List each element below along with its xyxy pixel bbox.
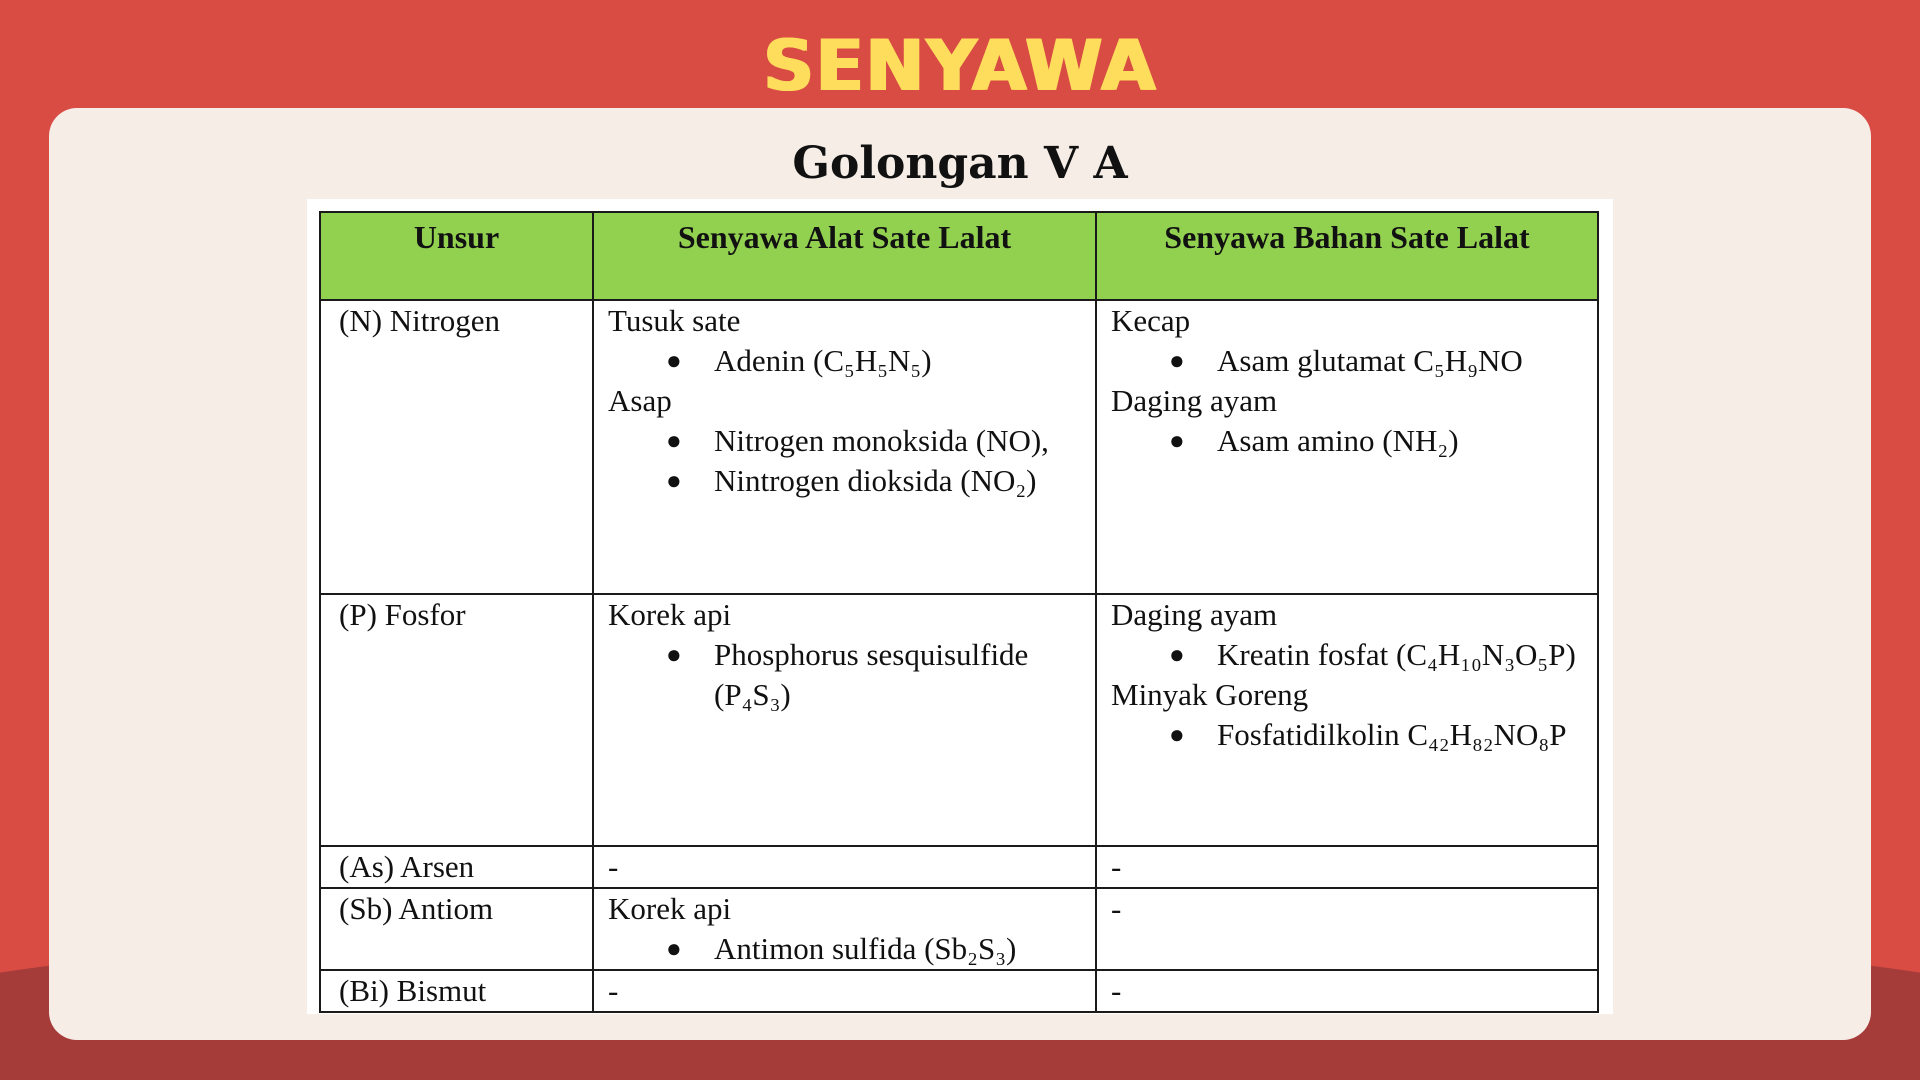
compound-text: Asam glutamat C₅H₉NO	[1217, 343, 1523, 378]
compound-text: Antimon sulfida (Sb₂S₃)	[714, 931, 1017, 966]
compound-list	[608, 635, 1081, 715]
list-item	[666, 421, 1081, 461]
group-label: Korek api	[608, 597, 732, 632]
group-label: Korek api	[608, 891, 732, 926]
table-row	[320, 594, 1598, 846]
header-unsur: Unsur	[320, 212, 593, 300]
bullet-icon: ●	[1169, 346, 1185, 375]
bullet-icon: ●	[666, 934, 682, 963]
table-row	[320, 300, 1598, 594]
compound-list	[608, 421, 1081, 501]
card-subtitle: Golongan V A	[792, 138, 1128, 189]
group-label: Minyak Goreng	[1111, 677, 1309, 712]
group-label: Tusuk sate	[608, 303, 741, 338]
compound-list	[608, 929, 1081, 969]
empty-value: -	[1111, 973, 1122, 1008]
list-item	[1169, 341, 1583, 381]
bahan-cell	[1096, 846, 1598, 888]
alat-cell	[593, 300, 1096, 594]
group-label: Daging ayam	[1111, 383, 1278, 418]
bullet-icon: ●	[1169, 426, 1185, 455]
bahan-cell	[1096, 300, 1598, 594]
empty-value: -	[1111, 891, 1122, 926]
compound-table	[319, 211, 1599, 1013]
bahan-cell	[1096, 970, 1598, 1012]
group-label: Daging ayam	[1111, 597, 1278, 632]
compound-list	[608, 341, 1081, 381]
compound-text: Asam amino (NH₂)	[1217, 423, 1459, 458]
compound-text: Fosfatidilkolin C₄₂H₈₂NO₈P	[1217, 717, 1567, 752]
table-row	[320, 970, 1598, 1012]
list-item	[1169, 635, 1583, 675]
list-item	[1169, 421, 1583, 461]
bullet-icon: ●	[1169, 640, 1185, 669]
unsur-cell: (N) Nitrogen	[320, 300, 593, 594]
alat-cell	[593, 846, 1096, 888]
empty-value: -	[608, 973, 619, 1008]
unsur-cell: (As) Arsen	[320, 846, 593, 888]
bullet-icon: ●	[666, 640, 682, 669]
list-item	[666, 929, 1081, 969]
list-item	[1169, 715, 1583, 755]
page-title: SENYAWA	[762, 25, 1158, 107]
bullet-icon: ●	[666, 466, 682, 495]
compound-text: Nitrogen monoksida (NO),	[714, 423, 1049, 458]
compound-text: Adenin (C₅H₅N₅)	[714, 343, 932, 378]
bullet-icon: ●	[666, 346, 682, 375]
list-item	[666, 461, 1081, 501]
unsur-cell: (P) Fosfor	[320, 594, 593, 846]
group-label: Asap	[608, 383, 672, 418]
compound-text: Nintrogen dioksida (NO₂)	[714, 463, 1037, 498]
table-image	[307, 199, 1613, 1014]
alat-cell	[593, 970, 1096, 1012]
empty-value: -	[1111, 849, 1122, 884]
compound-list	[1111, 421, 1583, 461]
header-bahan: Senyawa Bahan Sate Lalat	[1096, 212, 1598, 300]
content-card	[49, 108, 1871, 1040]
list-item	[666, 341, 1081, 381]
header-alat: Senyawa Alat Sate Lalat	[593, 212, 1096, 300]
bullet-icon: ●	[1169, 720, 1185, 749]
alat-cell	[593, 594, 1096, 846]
bahan-cell	[1096, 594, 1598, 846]
table-header-row	[320, 212, 1598, 300]
group-label: Kecap	[1111, 303, 1191, 338]
alat-cell	[593, 888, 1096, 970]
unsur-cell: (Sb) Antiom	[320, 888, 593, 970]
list-item	[666, 635, 1081, 715]
compound-text: Kreatin fosfat (C₄H₁₀N₃O₅P)	[1217, 637, 1576, 672]
compound-list	[1111, 341, 1583, 381]
table-row	[320, 846, 1598, 888]
bullet-icon: ●	[666, 426, 682, 455]
compound-text: Phosphorus sesquisulfide (P₄S₃)	[714, 637, 1029, 712]
table-row	[320, 888, 1598, 970]
compound-list	[1111, 715, 1583, 755]
compound-list	[1111, 635, 1583, 675]
bahan-cell	[1096, 888, 1598, 970]
empty-value: -	[608, 849, 619, 884]
unsur-cell: (Bi) Bismut	[320, 970, 593, 1012]
